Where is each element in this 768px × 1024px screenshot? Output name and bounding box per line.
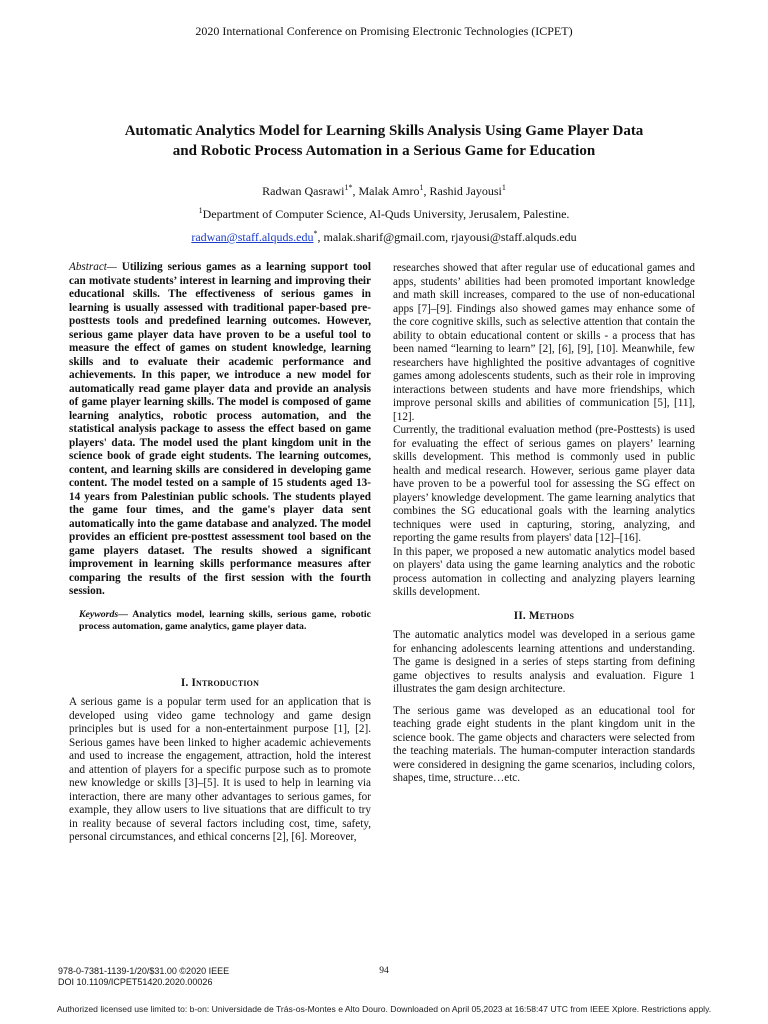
author-3-sup: 1 bbox=[501, 183, 506, 192]
keywords bbox=[69, 609, 371, 633]
author-3-name: Rashid Jayousi bbox=[429, 184, 502, 198]
right-column bbox=[393, 262, 695, 786]
abstract bbox=[69, 261, 371, 599]
author-block bbox=[0, 178, 768, 247]
paper-title bbox=[60, 121, 708, 161]
footer-identifiers bbox=[58, 966, 229, 988]
paper-title-line-1: Automatic Analytics Model for Learning Skills Analysis Using Game Player Data bbox=[124, 123, 644, 139]
introduction-paragraph: A serious game is a popular term used for an application that is developed using video game technology and game design principles but is used for a non-entertainment purpose [1], [2]. Serious games have been linked to higher academic achievements and used to increase the engagement, attraction, hold the interest and attention of players for a specific purpose such as to promote new knowledge or skills [3]–[5]. It is used to help in learning via interaction, there are many other advantages to serious games, for example, they allow users to live situations that are difficult to try in reality because of several factors including cost, time, safety, personal circumstances, and ethical concerns [2], [6]. Moreover, bbox=[69, 696, 371, 843]
email-1-sup: * bbox=[313, 229, 318, 238]
author-2-sup: 1 bbox=[419, 183, 424, 192]
email-link-radwan[interactable]: radwan@staff.alquds.edu bbox=[191, 230, 314, 244]
page-number: 94 bbox=[379, 966, 389, 976]
left-column bbox=[69, 261, 371, 845]
introduction-heading: I. Introduction bbox=[180, 676, 260, 689]
keywords-text: Analytics model, learning skills, serious game, robotic process automation, game analytics, game player data. bbox=[79, 608, 371, 632]
keywords-lead: Keywords— bbox=[79, 608, 128, 620]
paper-title-line-2: and Robotic Process Automation in a Serious Game for Education bbox=[172, 143, 596, 159]
author-names: Radwan Qasrawi$^{1*}$, Malak Amro$^1$, Rashid Jayousi$^1$ bbox=[262, 183, 506, 198]
author-emails bbox=[0, 224, 768, 247]
proposal-paragraph: In this paper, we proposed a new automatic analytics model based on players' data using the game learning analytics and the robotic process automation in collecting and analyzing players learning skills development. bbox=[393, 545, 695, 598]
footer-doi: DOI 10.1109/ICPET51420.2020.00026 bbox=[58, 977, 213, 987]
intro-continuation-paragraph: researches showed that after regular use of educational games and apps, students’ abilities had been promoted important knowledge and math skill increases, compared to the use of non-educational apps [7]–[9]. Findings also showed games may enhance some of the core cognitive skills, such as selective attention that contain the ability to obtain educational content or skills - a process that has been named “learning to learn” [2], [6], [9], [10]. Meanwhile, few researchers have highlighted the positive advantages of cognitive games among adolescents students, such as their role in improving interactions between students and have more friendships, which improve personal skills and abilities of communication [5], [11], [12]. bbox=[393, 262, 695, 423]
affiliation-text: Department of Computer Science, Al-Quds University, Jerusalem, Palestine. bbox=[202, 207, 570, 221]
license-notice: Authorized licensed use limited to: b-on: Universidade de Trás-os-Montes e Alto Douro. Downloaded on April 05,2023 at 16:58:47 UTC from IEEE Xplore. Restrictions apply. bbox=[56, 1004, 712, 1014]
methods-paragraph-2: The serious game was developed as an educational tool for teaching grade eight students in the plant kingdom unit in the science book. The game objects and characters were selected from the teaching materials. The human-computer interaction standards were considered in designing the game scenarios, including colors, shapes, time, structure…etc. bbox=[393, 704, 695, 784]
abstract-lead: Abstract— bbox=[69, 261, 117, 273]
author-2-name: Malak Amro bbox=[358, 184, 420, 198]
methods-paragraph-1: The automatic analytics model was developed in a serious game for enhancing adolescents learning attentions and understanding. The game is designed in a series of steps starting from defining game objectives to results analysis and evaluation. Figure 1 illustrates the gam design architecture. bbox=[393, 629, 695, 695]
other-emails: , malak.sharif@gmail.com, rjayousi@staff.alquds.edu bbox=[317, 230, 577, 244]
affiliation bbox=[0, 201, 768, 224]
author-1-name: Radwan Qasrawi bbox=[262, 184, 345, 198]
footer-isbn: 978-0-7381-1139-1/20/$31.00 ©2020 IEEE bbox=[58, 966, 230, 976]
evaluation-paragraph: Currently, the traditional evaluation method (pre-Posttests) is used for evaluating the effect of serious games on players’ learning skills development. This method is commonly used in public health and medical research. However, serious game player data have proven to be a powerful tool for assessing the SG effect on players’ knowledge development. The game learning analytics that combines the SG educational goals with the learning analytics techniques were used in capturing, storing, analyzing, and reporting the game results from players' data [12]–[16]. bbox=[393, 424, 695, 544]
conference-header: 2020 International Conference on Promising Electronic Technologies (ICPET) bbox=[195, 24, 573, 38]
abstract-text: Utilizing serious games as a learning support tool can motivate students’ interest in learning and improving their educational skills. The effectiveness of serious games in learning is usually assessed with traditional paper-based pre-posttests tools and predefined learning outcomes. However, serious game player data have proven to be a useful tool to measure the effect of games on student knowledge, learning skills and to evaluate their academic performance and achievements. In this paper, we introduce a new model for automatically read game player data and provide an analysis of game player learning skills. The model is composed of game learning analytics, robotic process automation, and the statistical analysis package to assess the effect based on game players' data. The model used the plant kingdom unit in the science book of grade eight students. The learning outcomes, content, and learning skills are considered in developing game content. The model tested on a sample of 15 students aged 13-14 years from Palestinian public schools. The students played the game four times, and the game's player data sent automatically into the game database and analyzed. The model provides an efficient pre-posttest assessment tool based on the game players dataset. The results showed a significant improvement in learning skills performance measures after comparing the results of the first session with the fourth session. bbox=[69, 261, 371, 597]
author-1-sup: 1* bbox=[344, 183, 353, 192]
affiliation-sup: 1 bbox=[198, 206, 203, 215]
methods-heading: II. Methods bbox=[513, 609, 575, 622]
